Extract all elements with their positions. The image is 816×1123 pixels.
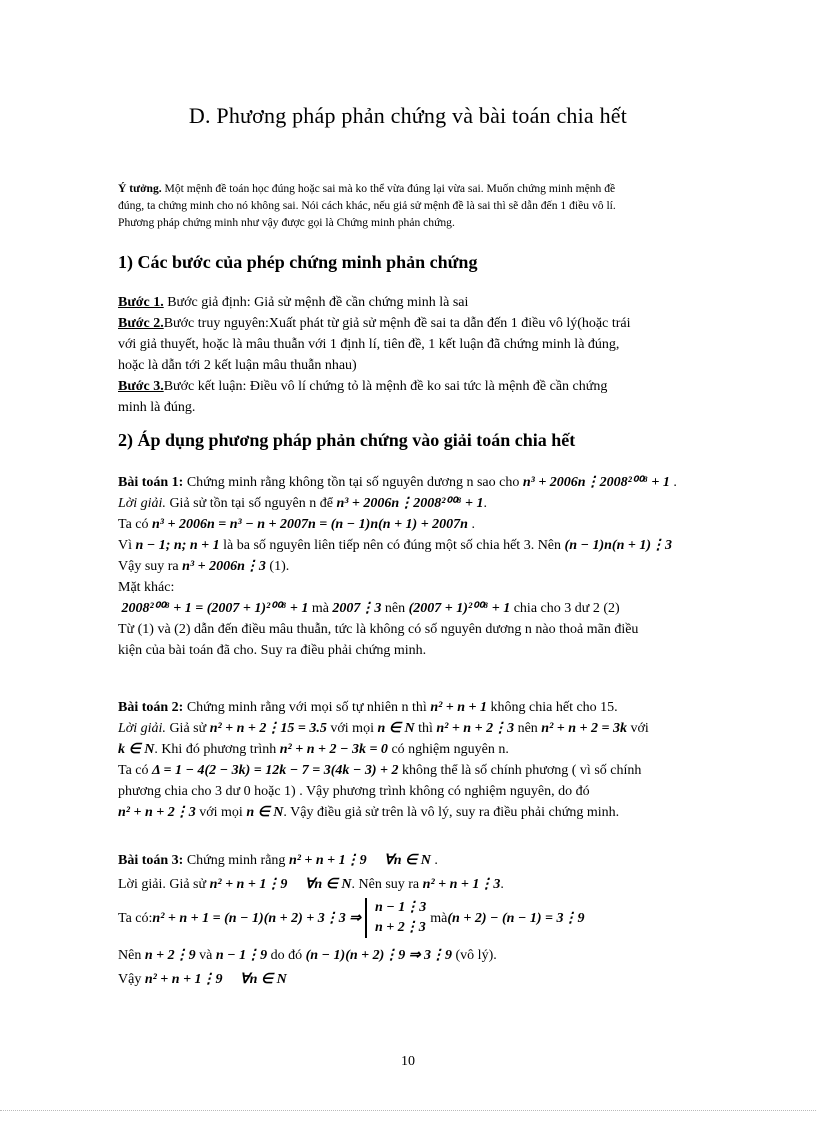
math-expression: n² + n + 1	[430, 700, 488, 715]
math-expression: n² + n + 2⋮15 = 3.5	[209, 721, 327, 736]
text: nên	[381, 601, 409, 616]
math-expression: n³ + 2006n = n³ − n + 2007n = (n − 1)n(n + 1) + 2007n	[152, 517, 468, 532]
step-3-text: Bước kết luận: Điều vô lí chứng tỏ là mệnh đề ko sai tức là mệnh đề cần chứng	[163, 379, 608, 394]
text: Giả sử	[165, 721, 210, 736]
text: là ba số nguyên liên tiếp nên có đúng một số chia hết 3. Nên	[219, 538, 565, 553]
text: mà	[308, 601, 333, 616]
problem-2	[118, 697, 718, 823]
math-expression: n² + n + 2⋮3	[118, 805, 196, 820]
text: chia cho 3 dư 2 (2)	[510, 601, 620, 616]
step-2-line-3: hoặc là dẫn tới 2 kết luận mâu thuẫn nhau)	[118, 358, 357, 373]
page-number: 10	[401, 1054, 415, 1069]
text: (vô lý).	[452, 948, 497, 963]
section-1-steps	[118, 292, 718, 418]
text: . Khi đó phương trình	[154, 742, 280, 757]
step-3-label: Bước 3.	[118, 379, 164, 394]
problem-3-statement: Chứng minh rằng	[183, 853, 289, 868]
intro-paragraph	[118, 180, 708, 231]
step-1-text: Bước giả định: Giả sử mệnh đề cần chứng minh là sai	[163, 295, 469, 310]
text: không thể là số chính phương ( vì số chính	[398, 763, 642, 778]
math-expression: n² + n + 2⋮3	[436, 721, 515, 736]
math-expression: n − 1⋮9	[215, 948, 268, 963]
math-expression: Δ = 1 − 4(2 − 3k) = 12k − 7 = 3(4k − 3) + 2	[152, 763, 399, 778]
problem-1-label: Bài toán 1:	[118, 475, 184, 490]
solution-label: Lời giải.	[118, 496, 166, 511]
text: Nên	[118, 948, 145, 963]
text: Ta có	[118, 517, 153, 532]
text: có nghiệm nguyên n.	[387, 742, 509, 757]
page-divider	[0, 1110, 816, 1111]
math-expression: n² + n + 2 − 3k = 0	[279, 742, 388, 757]
text: Vì	[118, 538, 136, 553]
solution-label: Lời giải.	[118, 721, 166, 736]
problem-3-label: Bài toán 3:	[118, 853, 184, 868]
page-title: D. Phương pháp phản chứng và bài toán chia hết	[188, 103, 628, 128]
math-expression: 2007⋮3	[332, 601, 382, 616]
text: do đó	[267, 948, 306, 963]
math-expression: n³ + 2006n⋮3	[182, 559, 266, 574]
math-expression: n² + n + 1⋮9 ∀n ∈ N	[209, 877, 352, 892]
system-line-2: n + 2⋮3	[375, 920, 426, 935]
math-expression: n ∈ N	[246, 805, 284, 820]
text: Lời giải. Giả sử	[118, 877, 210, 892]
text: phương chia cho 3 dư 0 hoặc 1) . Vậy phương trình không có nghiệm nguyên, do đó	[118, 784, 590, 799]
text: kiện của bài toán đã cho. Suy ra điều phải chứng minh.	[118, 643, 427, 658]
text: nên	[514, 721, 542, 736]
problem-2-label: Bài toán 2:	[118, 700, 184, 715]
text: với mọi	[195, 805, 247, 820]
math-expression: (n − 1)n(n + 1)⋮3	[564, 538, 672, 553]
intro-line-2: đúng, ta chứng minh cho nó không sai. Nói cách khác, nếu giả sử mệnh đề là sai thì sẽ dẫn đến 1 điều vô lí.	[118, 199, 616, 212]
math-expression: 2008²⁰⁰⁸ + 1 = (2007 + 1)²⁰⁰⁸ + 1	[121, 601, 309, 616]
section-1-heading: 1) Các bước của phép chứng minh phản chứng	[118, 252, 478, 272]
text: và	[195, 948, 216, 963]
intro-label: Ý tưởng.	[118, 182, 162, 195]
punctuation: .	[467, 517, 475, 532]
problem-1	[118, 472, 718, 661]
text: Từ (1) và (2) dẫn đến điều mâu thuẫn, tức là không có số nguyên dương n nào thoả mãn điều	[118, 622, 639, 637]
text: Ta có:	[118, 910, 153, 926]
intro-line-1: Một mệnh đề toán học đúng hoặc sai mà ko thể vừa đúng lại vừa sai. Muốn chứng minh mệnh đề	[161, 182, 616, 195]
text: không chia hết cho 15.	[487, 700, 618, 715]
equation-system-bracket	[365, 898, 426, 938]
text: với	[627, 721, 649, 736]
math-expression: n ∈ N	[377, 721, 415, 736]
text: Mặt khác:	[118, 580, 175, 595]
punctuation: .	[430, 853, 438, 868]
math-expression: k ∈ N	[118, 742, 155, 757]
intro-line-3: Phương pháp chứng minh như vậy được gọi là Chứng minh phản chứng.	[118, 216, 455, 229]
text: Vậy suy ra	[118, 559, 183, 574]
solution-text: Giả sử tồn tại số nguyên n để	[165, 496, 337, 511]
section-2-heading: 2) Áp dụng phương pháp phản chứng vào giải toán chia hết	[118, 430, 576, 450]
step-3-line-2: minh là đúng.	[118, 400, 196, 415]
math-expression: n + 2⋮9	[144, 948, 196, 963]
math-expression: (2007 + 1)²⁰⁰⁸ + 1	[408, 601, 511, 616]
text: Ta có	[118, 763, 153, 778]
math-expression: n³ + 2006n⋮2008²⁰⁰⁸ + 1	[336, 496, 484, 511]
math-expression: n² + n + 1⋮9 ∀n ∈ N	[144, 972, 287, 987]
text: Vậy	[118, 972, 145, 987]
problem-3	[118, 850, 718, 990]
step-1-label: Bước 1.	[118, 295, 164, 310]
punctuation: .	[500, 877, 504, 892]
math-expression: n² + n + 1 = (n − 1)(n + 2) + 3⋮3 ⇒	[152, 910, 361, 926]
text: thì	[414, 721, 437, 736]
math-expression: (n − 1)(n + 2)⋮9 ⇒ 3⋮9	[305, 948, 453, 963]
step-2-line-2: với giả thuyết, hoặc là mâu thuẫn với 1 định lí, tiên đề, 1 kết luận đã chứng minh là đúng,	[118, 337, 620, 352]
math-expression: n² + n + 2 = 3k	[541, 721, 627, 736]
math-expression: (n + 2) − (n − 1) = 3⋮9	[447, 910, 585, 926]
math-expression: n − 1; n; n + 1	[135, 538, 220, 553]
text: với mọi	[326, 721, 378, 736]
system-line-1: n − 1⋮3	[375, 900, 427, 915]
math-expression: n² + n + 1⋮3	[422, 877, 501, 892]
problem-1-statement: Chứng minh rằng không tồn tại số nguyên dương n sao cho	[183, 475, 523, 490]
problem-2-statement: Chứng minh rằng với mọi số tự nhiên n thì	[183, 700, 431, 715]
math-expression: n³ + 2006n⋮2008²⁰⁰⁸ + 1	[522, 475, 670, 490]
text: mà	[430, 910, 448, 926]
punctuation: .	[669, 475, 677, 490]
punctuation: .	[483, 496, 487, 511]
text: . Vậy điều giả sử trên là vô lý, suy ra điều phải chứng minh.	[283, 805, 620, 820]
math-expression: n² + n + 1⋮9 ∀n ∈ N	[288, 853, 431, 868]
step-2-text: Bước truy nguyên:Xuất phát từ giả sử mệnh đề sai ta dẫn đến 1 điều vô lý(hoặc trái	[163, 316, 631, 331]
text: (1).	[265, 559, 290, 574]
step-2-label: Bước 2.	[118, 316, 164, 331]
text: . Nên suy ra	[351, 877, 423, 892]
